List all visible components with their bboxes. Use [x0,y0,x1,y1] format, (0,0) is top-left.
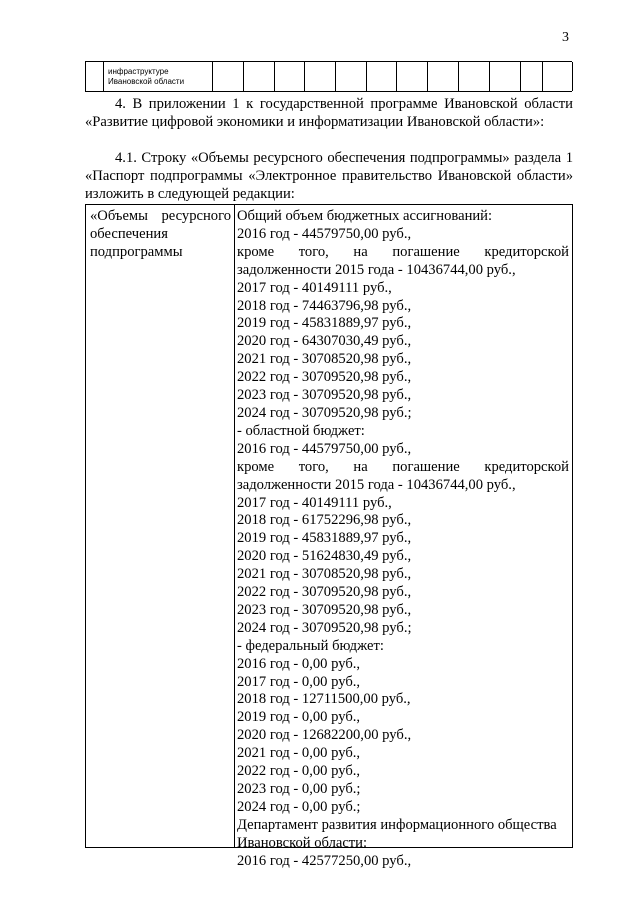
budget-line: 2018 год - 74463796,98 руб., [237,297,412,314]
budget-line: 2021 год - 0,00 руб., [237,745,361,762]
table-column-line [458,62,459,91]
budget-line: 2019 год - 0,00 руб., [237,709,361,726]
department-heading: Департамент развития информационного общества [237,816,557,833]
budget-line: 2016 год - 42577250,00 руб., [237,852,412,869]
budget-line: задолженности 2015 года - 10436744,00 руб., [237,261,516,278]
budget-line: 2024 год - 30709520,98 руб.; [237,619,412,636]
department-heading: Ивановской области: [237,834,368,851]
budget-line: 2023 год - 30709520,98 руб., [237,601,412,618]
row-header-line: «Объемы ресурсного [90,208,231,224]
budget-line: 2018 год - 12711500,00 руб., [237,691,411,708]
budget-line: кроме того, на погашение кредиторской [237,243,569,260]
budget-line: 2019 год - 45831889,97 руб., [237,315,412,332]
table-column-line [304,62,305,91]
paragraph-4-1: 4.1. Строку «Объемы ресурсного обеспечения подпрограммы» раздела 1 «Паспорт подпрограммы «Электронное правительство Ивановской области» изложить в следующей редакции: [85,150,573,202]
budget-line: 2023 год - 30709520,98 руб., [237,387,412,404]
budget-line: 2016 год - 44579750,00 руб., [237,225,412,242]
table-column-line [427,62,428,91]
budget-line: 2020 год - 12682200,00 руб., [237,727,412,744]
row-header-line: подпрограммы [90,243,183,260]
table-column-line [234,205,235,847]
budget-line: 2020 год - 51624830,49 руб., [237,548,412,565]
table-column-line [572,62,573,91]
table-column-line [489,62,490,91]
budget-line: 2024 год - 0,00 руб.; [237,798,361,815]
table-column-line [542,62,543,91]
table-column-line [335,62,336,91]
table-column-line [520,62,521,91]
budget-line: 2022 год - 30709520,98 руб., [237,369,412,386]
table-column-line [366,62,367,91]
paragraph-4: 4. В приложении 1 к государственной программе Ивановской области «Развитие цифровой экономики и информатизации Ивановской области»: [85,96,573,130]
budget-line: 2022 год - 30709520,98 руб., [237,584,412,601]
budget-line: 2024 год - 30709520,98 руб.; [237,404,412,421]
table-row-value [237,208,569,871]
budget-line: 2019 год - 45831889,97 руб., [237,530,412,547]
budget-line: 2017 год - 40149111 руб., [237,494,392,511]
total-heading: Общий объем бюджетных ассигнований: [237,208,493,224]
budget-line: 2017 год - 0,00 руб., [237,673,361,690]
budget-line: 2017 год - 40149111 руб., [237,279,392,296]
table-column-line [396,62,397,91]
resources-table [85,204,573,869]
budget-line: 2020 год - 64307030,49 руб., [237,333,412,350]
table-cell-text [108,67,228,87]
budget-line: 2022 год - 0,00 руб., [237,763,361,780]
regional-heading: - областной бюджет: [237,422,365,439]
table-column-line [243,62,244,91]
budget-line: 2016 год - 0,00 руб., [237,655,361,672]
page-number: 3 [562,30,569,45]
budget-line: 2021 год - 30708520,98 руб., [237,566,412,583]
budget-line: 2023 год - 0,00 руб.; [237,781,361,797]
table-column-line [274,62,275,91]
budget-line: 2018 год - 61752296,98 руб., [237,512,412,529]
federal-heading: - федеральный бюджет: [237,637,384,654]
budget-line: 2021 год - 30708520,98 руб., [237,351,412,368]
budget-line: 2016 год - 44579750,00 руб., [237,440,412,457]
continuation-table [85,61,572,92]
table-cell-line: Ивановской области [108,77,185,86]
budget-line: кроме того, на погашение кредиторской [237,458,569,475]
budget-line: задолженности 2015 года - 10436744,00 руб., [237,476,516,493]
table-column-line [103,62,104,91]
table-cell-line: инфраструктуре [108,67,169,76]
table-row-header [90,208,231,262]
row-header-line: обеспечения [90,225,168,242]
